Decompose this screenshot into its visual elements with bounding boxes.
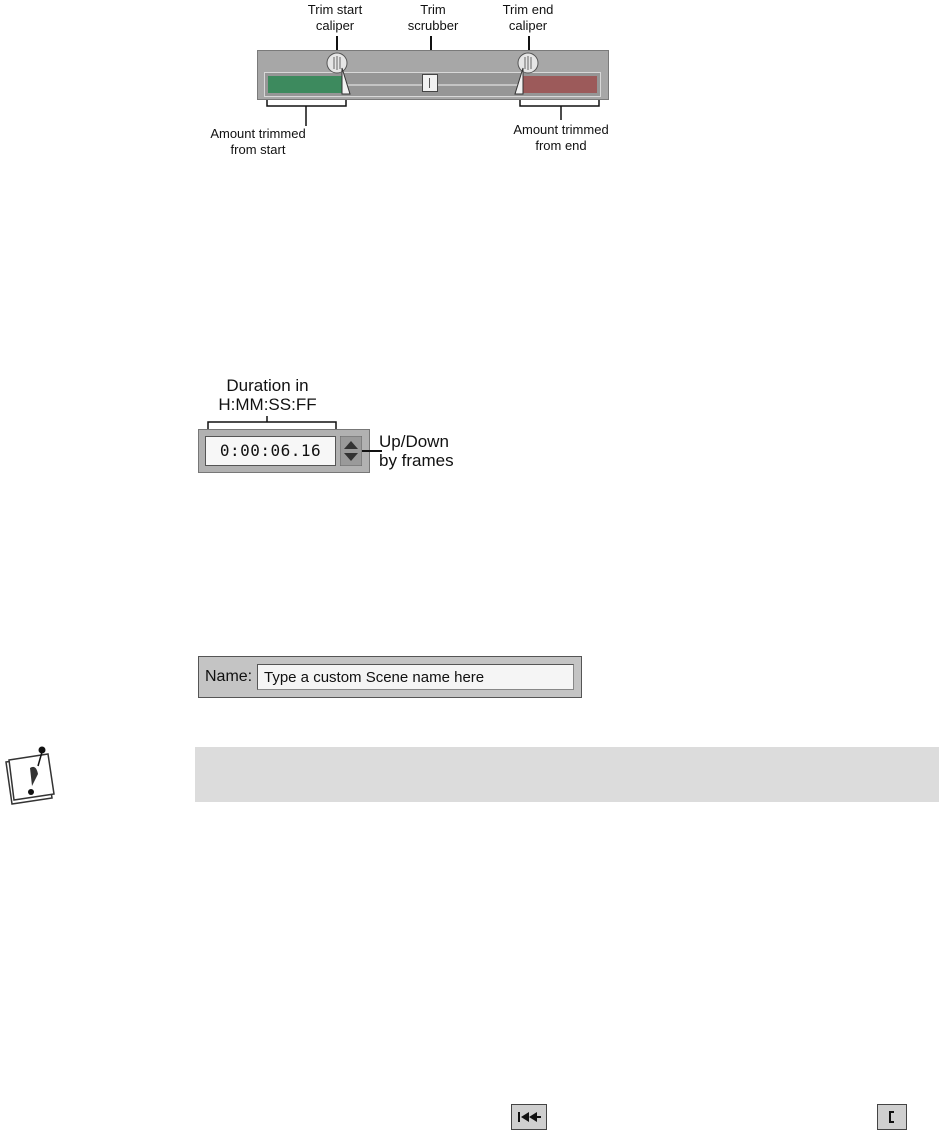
go-to-start-glyph (512, 1105, 546, 1129)
note-icon (2, 744, 58, 806)
trim-scrubber-handle[interactable] (422, 74, 438, 92)
trim-end-caliper-callout: Trim end caliper (502, 2, 554, 33)
amount-trimmed-end-callout: Amount trimmed from end (513, 122, 609, 153)
up-down-callout: Up/Down by frames (379, 432, 454, 470)
amount-trimmed-start-callout: Amount trimmed from start (210, 126, 306, 157)
trim-start-caliper-callout: Trim start caliper (307, 2, 363, 33)
mark-in-icon (877, 1104, 907, 1130)
note-box (195, 747, 939, 802)
trim-scrubber-callout: Trim scrubber (407, 2, 459, 33)
scene-name-input[interactable] (257, 664, 574, 690)
duration-field[interactable]: 0:00:06.16 (205, 436, 336, 466)
go-to-start-icon (511, 1104, 547, 1130)
name-label: Name: (205, 668, 253, 685)
trim-end-caliper-handle[interactable] (513, 50, 543, 100)
up-down-spinner-icon[interactable] (340, 436, 362, 466)
trim-start-caliper-handle[interactable] (322, 50, 352, 100)
duration-callout: Duration in H:MM:SS:FF (218, 376, 317, 414)
mark-in-glyph (878, 1105, 906, 1129)
